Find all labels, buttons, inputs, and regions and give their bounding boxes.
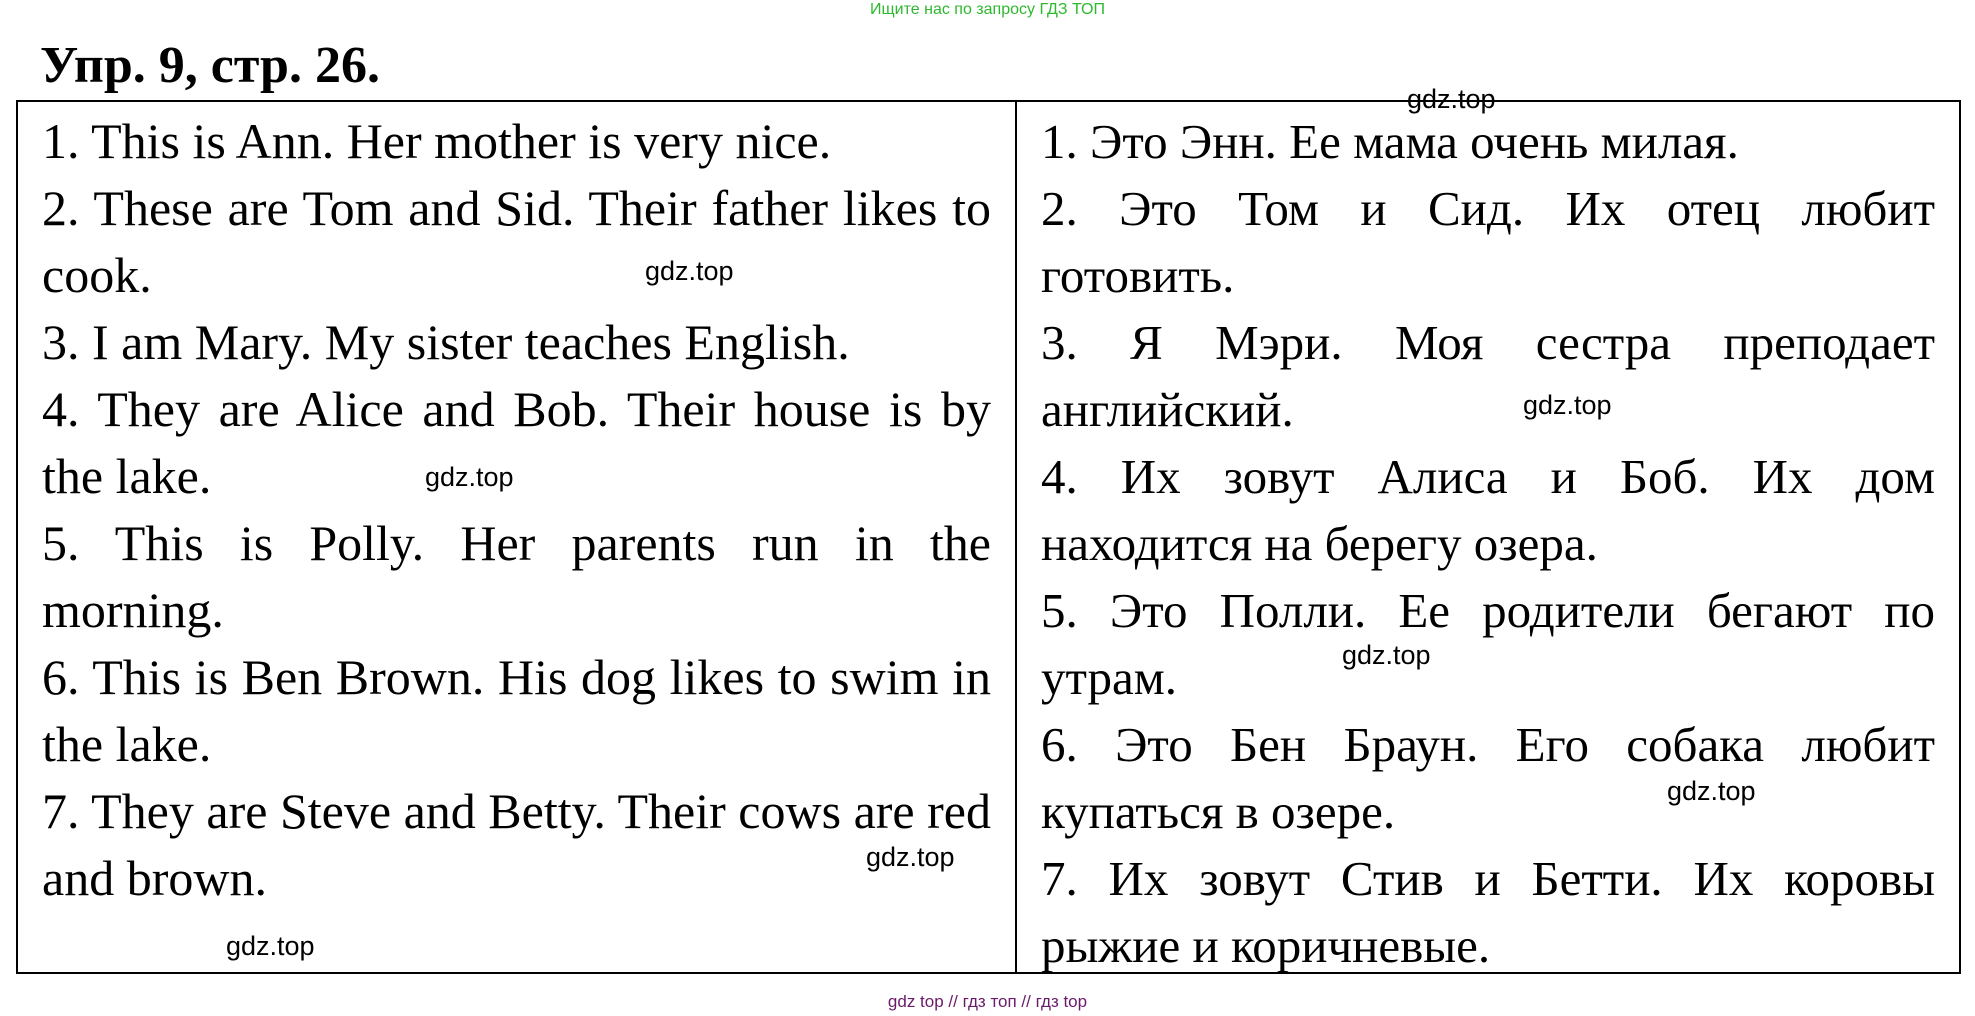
answer-table [16, 100, 1961, 974]
russian-answer-1: 1. Это Энн. Ее мама очень милая. [1041, 114, 1739, 169]
russian-column [1017, 102, 1959, 972]
watermark: gdz.top [1407, 84, 1496, 114]
watermark: gdz.top [1342, 640, 1431, 670]
russian-answer-5: 5. Это Полли. Ее родители бегают по утрам. [1041, 583, 1935, 705]
watermark: gdz.top [1667, 776, 1756, 806]
footer-watermark: gdz top // гдз топ // гдз top [887, 992, 1088, 1011]
page-title: Упр. 9, стр. 26. [40, 37, 380, 94]
watermark: gdz.top [1523, 390, 1612, 420]
english-answer-7: 7. They are Steve and Betty. Their cows are red and brown. [42, 783, 991, 906]
english-answer-6: 6. This is Ben Brown. His dog likes to swim in the lake. [42, 649, 991, 772]
russian-answer-4: 4. Их зовут Алиса и Боб. Их дом находится на берегу озера. [1041, 449, 1935, 571]
russian-answer-3: 3. Я Мэри. Моя сестра преподает английский. [1041, 315, 1935, 437]
header-note: Ищите нас по запросу ГДЗ ТОП [870, 1, 1105, 18]
russian-answer-7: 7. Их зовут Стив и Бетти. Их коровы рыжие и коричневые. [1041, 851, 1935, 973]
watermark: gdz.top [645, 256, 734, 286]
english-answer-5: 5. This is Polly. Her parents run in the morning. [42, 515, 991, 638]
english-answer-4: 4. They are Alice and Bob. Their house is by the lake. [42, 381, 991, 504]
watermark: gdz.top [866, 842, 955, 872]
english-answer-1: 1. This is Ann. Her mother is very nice. [42, 113, 832, 169]
english-answer-3: 3. I am Mary. My sister teaches English. [42, 314, 850, 370]
english-answer-2: 2. These are Tom and Sid. Their father likes to cook. [42, 180, 991, 303]
russian-answer-6: 6. Это Бен Браун. Его собака любит купаться в озере. [1041, 717, 1935, 839]
watermark: gdz.top [226, 931, 315, 961]
russian-answer-2: 2. Это Том и Сид. Их отец любит готовить. [1041, 181, 1935, 303]
watermark: gdz.top [425, 462, 514, 492]
